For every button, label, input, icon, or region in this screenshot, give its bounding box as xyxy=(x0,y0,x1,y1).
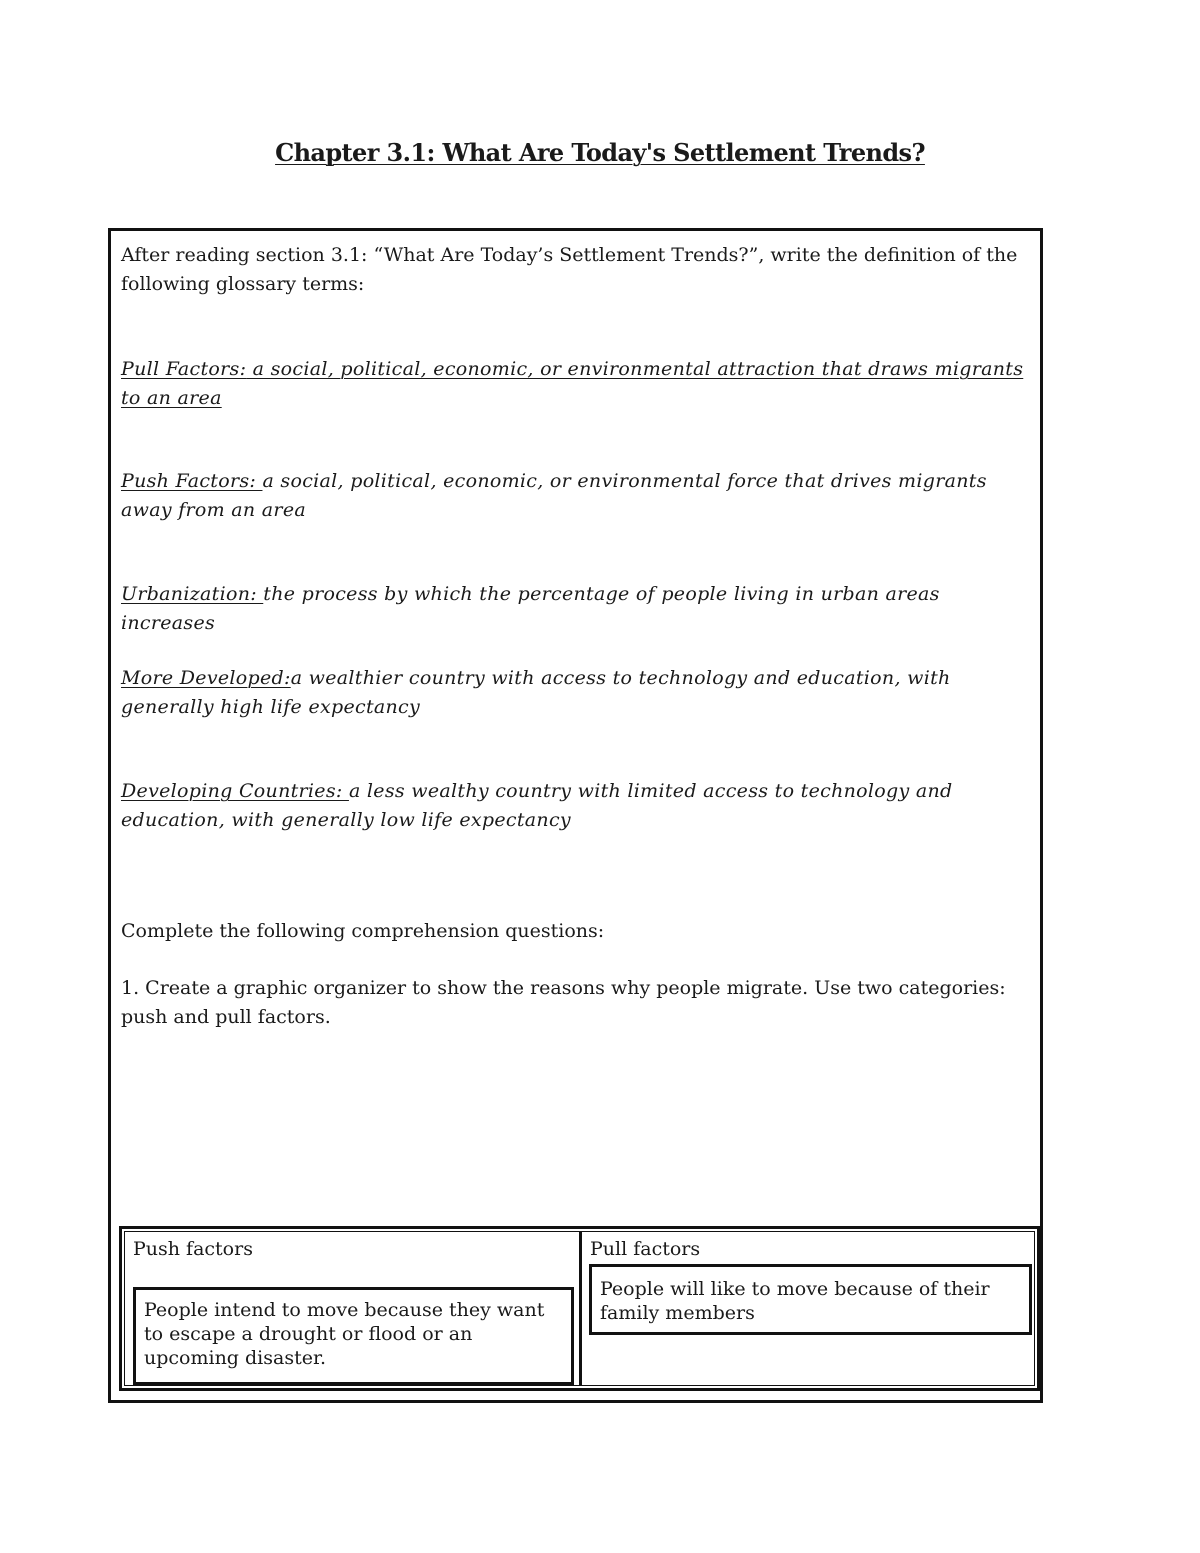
term-name: Pull Factors: xyxy=(121,358,247,380)
organizer-table xyxy=(124,1231,1035,1386)
term-definition: a less wealthy country with limited access to technology and education, with generally low life expectancy xyxy=(121,780,953,831)
term-urbanization xyxy=(121,580,1036,637)
term-pull-factors xyxy=(121,355,1036,412)
term-definition: a social, political, economic, or environmental force that drives migrants away from an area xyxy=(121,470,987,521)
term-name: Developing Countries: xyxy=(121,780,349,802)
pull-factors-column xyxy=(582,1232,1034,1385)
term-push-factors xyxy=(121,467,1036,524)
push-factors-answer[interactable]: People intend to move because they want to escape a drought or flood or an upcoming disaster. xyxy=(133,1287,574,1385)
comprehension-heading: Complete the following comprehension questions: xyxy=(121,920,605,942)
term-definition: the process by which the percentage of people living in urban areas increases xyxy=(121,583,940,634)
term-name: Push Factors: xyxy=(121,470,263,492)
intro-instructions: After reading section 3.1: “What Are Today’s Settlement Trends?”, write the definition of the following glossary terms: xyxy=(121,244,1018,295)
pull-factors-answer[interactable]: People will like to move because of their family members xyxy=(589,1264,1032,1335)
push-factors-column xyxy=(125,1232,582,1385)
worksheet-content xyxy=(121,241,1036,1028)
worksheet-box xyxy=(108,228,1043,1403)
term-name: Urbanization: xyxy=(121,583,264,605)
term-developing-countries xyxy=(121,777,1036,834)
push-factors-header: Push factors xyxy=(133,1238,253,1260)
term-more-developed xyxy=(121,664,1036,721)
graphic-organizer xyxy=(119,1226,1040,1391)
term-definition: a wealthier country with access to technology and education, with generally high life expectancy xyxy=(121,667,951,718)
page-title xyxy=(0,138,1200,167)
question-1: 1. Create a graphic organizer to show the reasons why people migrate. Use two categories: push and pull factors. xyxy=(121,977,1006,1028)
pull-factors-header: Pull factors xyxy=(590,1238,701,1260)
page-title-text: Chapter 3.1: What Are Today's Settlement Trends? xyxy=(275,138,925,167)
term-name: More Developed: xyxy=(121,667,291,689)
term-definition: a social, political, economic, or environmental attraction that draws migrants to an area xyxy=(121,358,1024,409)
